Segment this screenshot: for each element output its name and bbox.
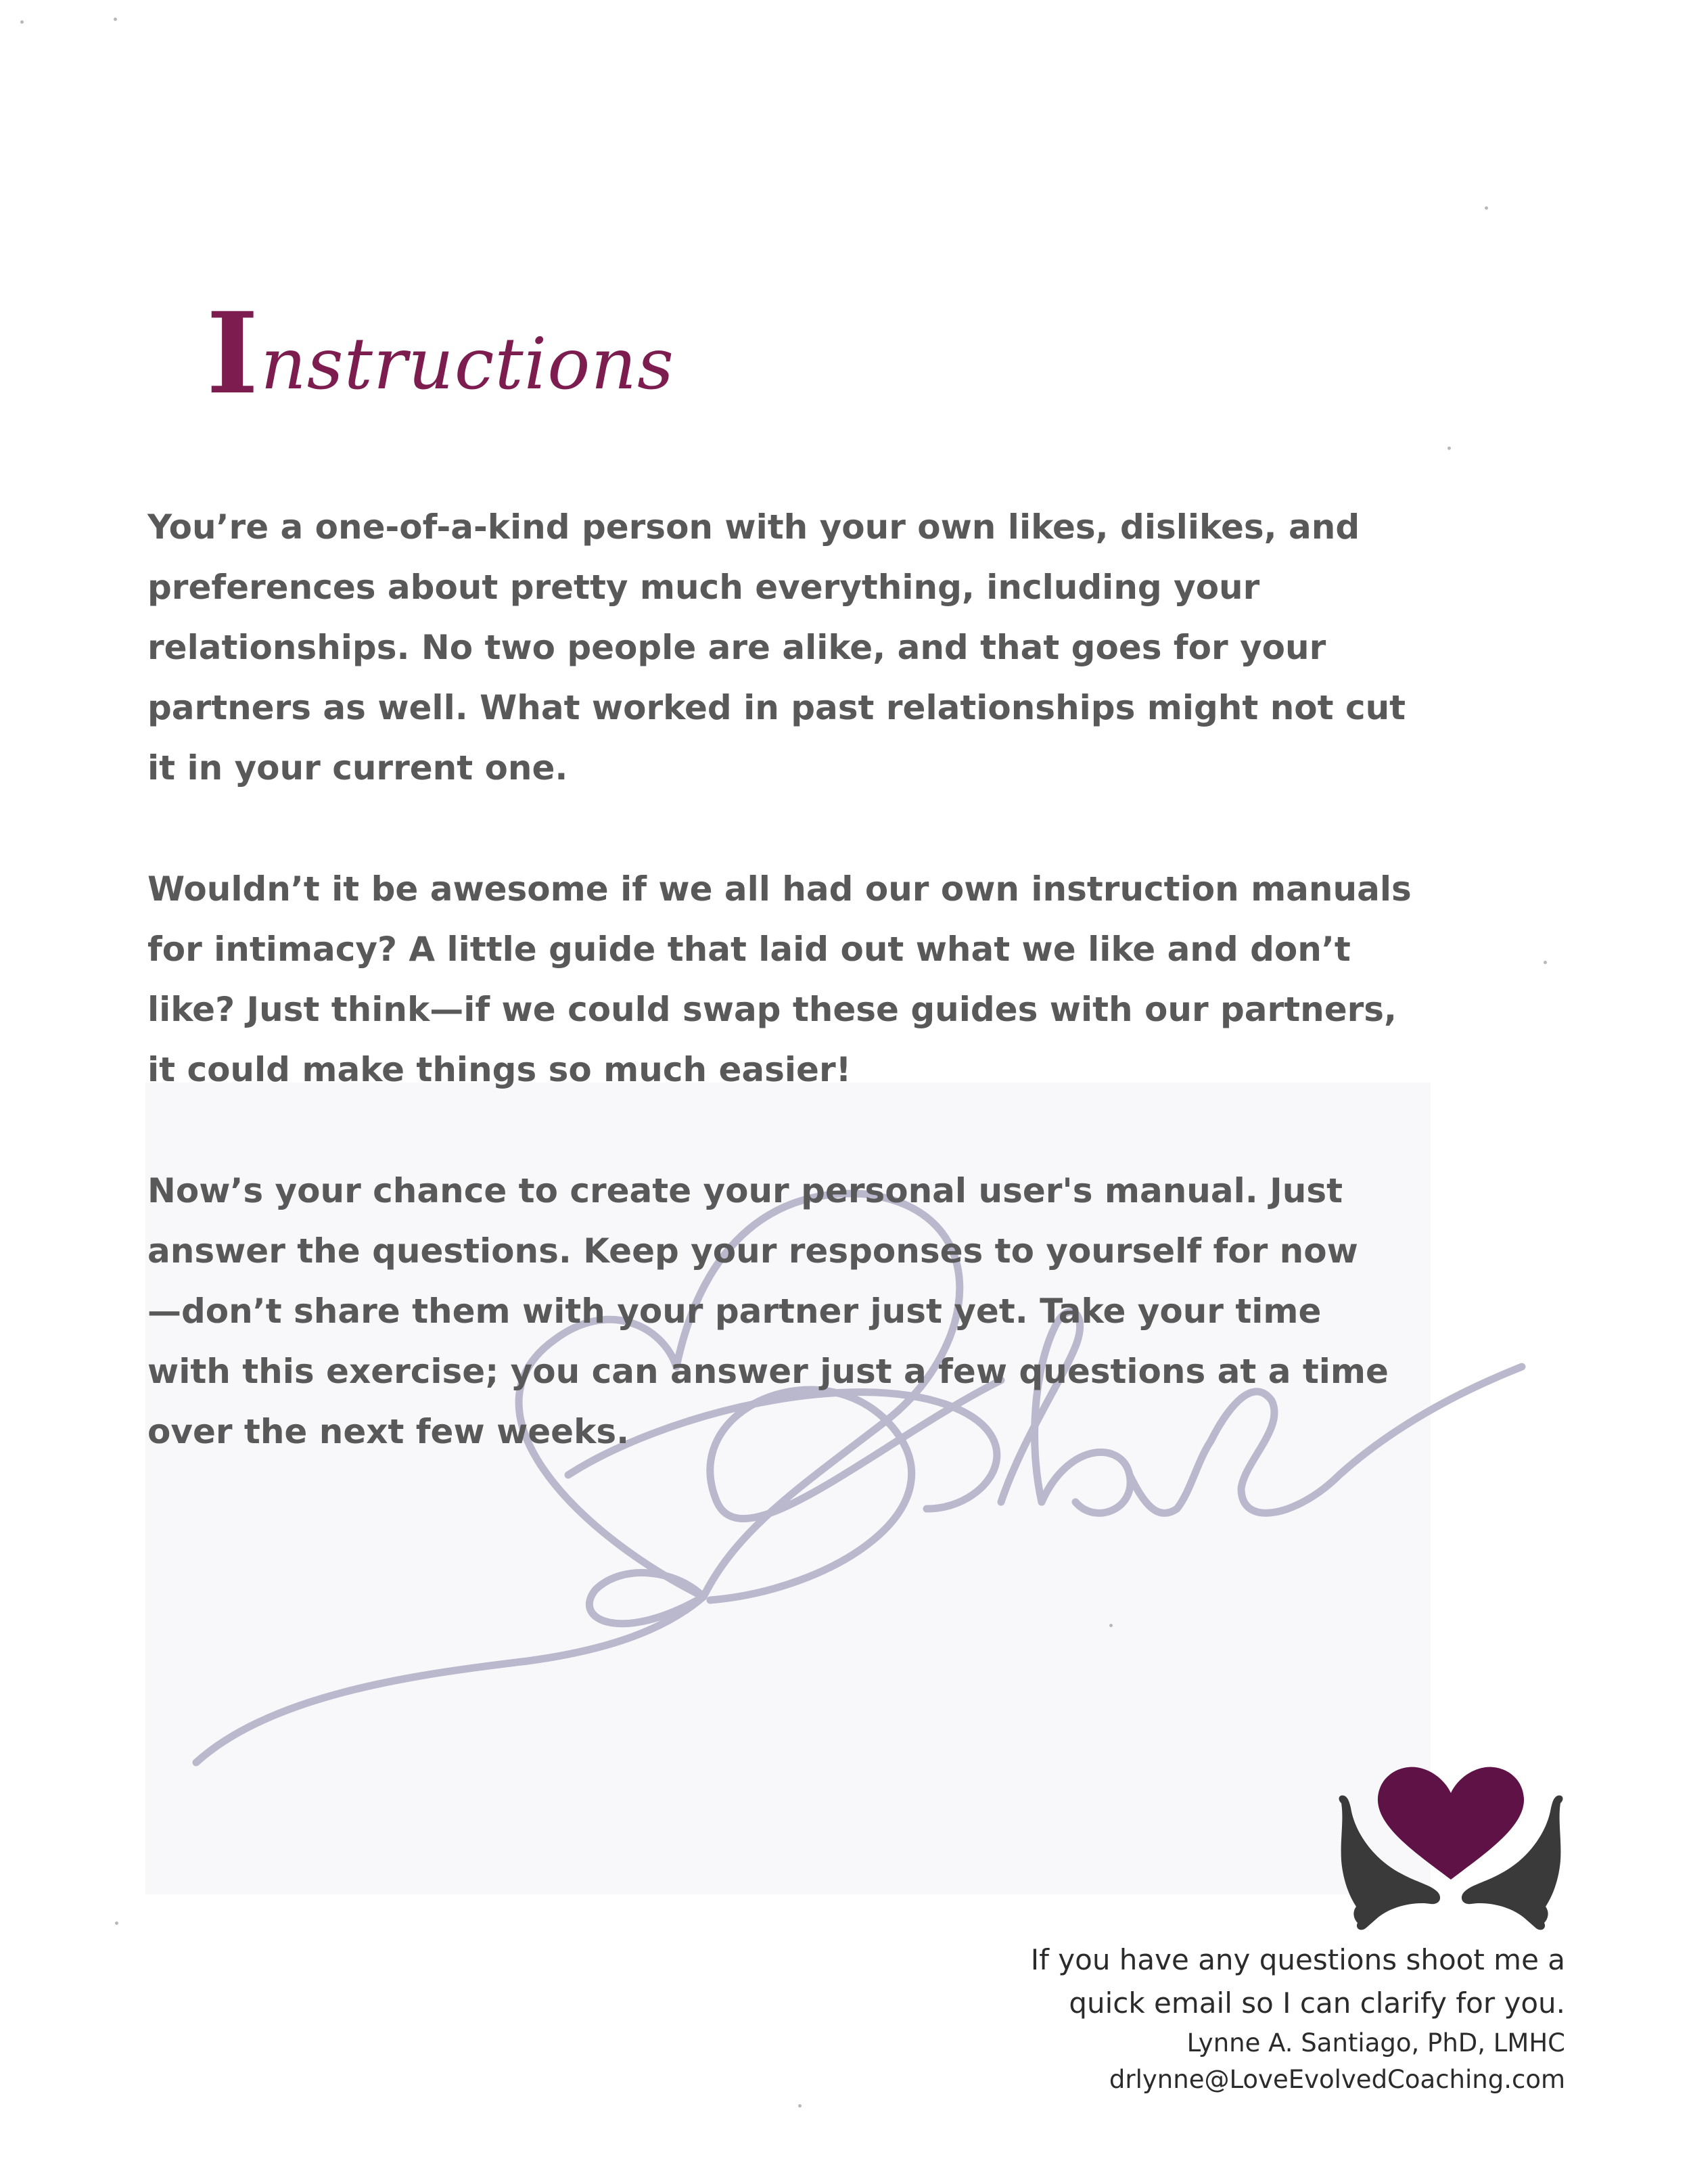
text-line: partners as well. What worked in past relationships might not cut	[147, 688, 1406, 727]
text-line: like? Just think—if we could swap these guides with our partners,	[147, 990, 1397, 1029]
author-email: drlynne@LoveEvolvedCoaching.com	[1109, 2065, 1565, 2094]
contact-line-1: If you have any questions shoot me a	[1030, 1943, 1565, 1976]
text-line: You’re a one-of-a-kind person with your own likes, dislikes, and	[147, 507, 1360, 547]
paragraph-manual-idea	[147, 859, 1473, 1100]
text-line: for intimacy? A little guide that laid out what we like and don’t	[147, 930, 1351, 969]
paragraph-intro	[147, 497, 1473, 798]
page-title	[206, 288, 675, 419]
text-line: —don’t share them with your partner just yet. Take your time	[147, 1292, 1322, 1331]
script-loop	[589, 1573, 703, 1624]
contact-block	[1031, 1938, 1565, 2098]
scan-speck	[115, 1921, 118, 1925]
title-rest: nstructions	[260, 323, 675, 405]
text-line: answer the questions. Keep your responses to yourself for now	[147, 1231, 1358, 1271]
paragraph-directions	[147, 1161, 1473, 1462]
title-initial: I	[206, 288, 260, 419]
scan-speck	[1447, 447, 1451, 450]
instructions-body	[147, 497, 1473, 1523]
scan-speck	[114, 18, 117, 21]
text-line: it in your current one.	[147, 748, 568, 788]
author-name: Lynne A. Santiago, PhD, LMHC	[1186, 2028, 1565, 2057]
scan-speck	[1485, 206, 1488, 210]
text-line: Wouldn’t it be awesome if we all had our own instruction manuals	[147, 869, 1412, 909]
text-line: relationships. No two people are alike, and that goes for your	[147, 628, 1326, 667]
text-line: Now’s your chance to create your personal user's manual. Just	[147, 1171, 1343, 1210]
text-line: preferences about pretty much everything, including your	[147, 568, 1260, 607]
scan-speck	[1544, 961, 1547, 964]
text-line: with this exercise; you can answer just a few questions at a time	[147, 1352, 1389, 1391]
contact-line-2: quick email so I can clarify for you.	[1069, 1986, 1565, 2020]
text-line: it could make things so much easier!	[147, 1050, 852, 1089]
scan-speck	[20, 20, 24, 24]
scan-speck	[798, 2104, 802, 2108]
text-line: over the next few weeks.	[147, 1412, 630, 1451]
